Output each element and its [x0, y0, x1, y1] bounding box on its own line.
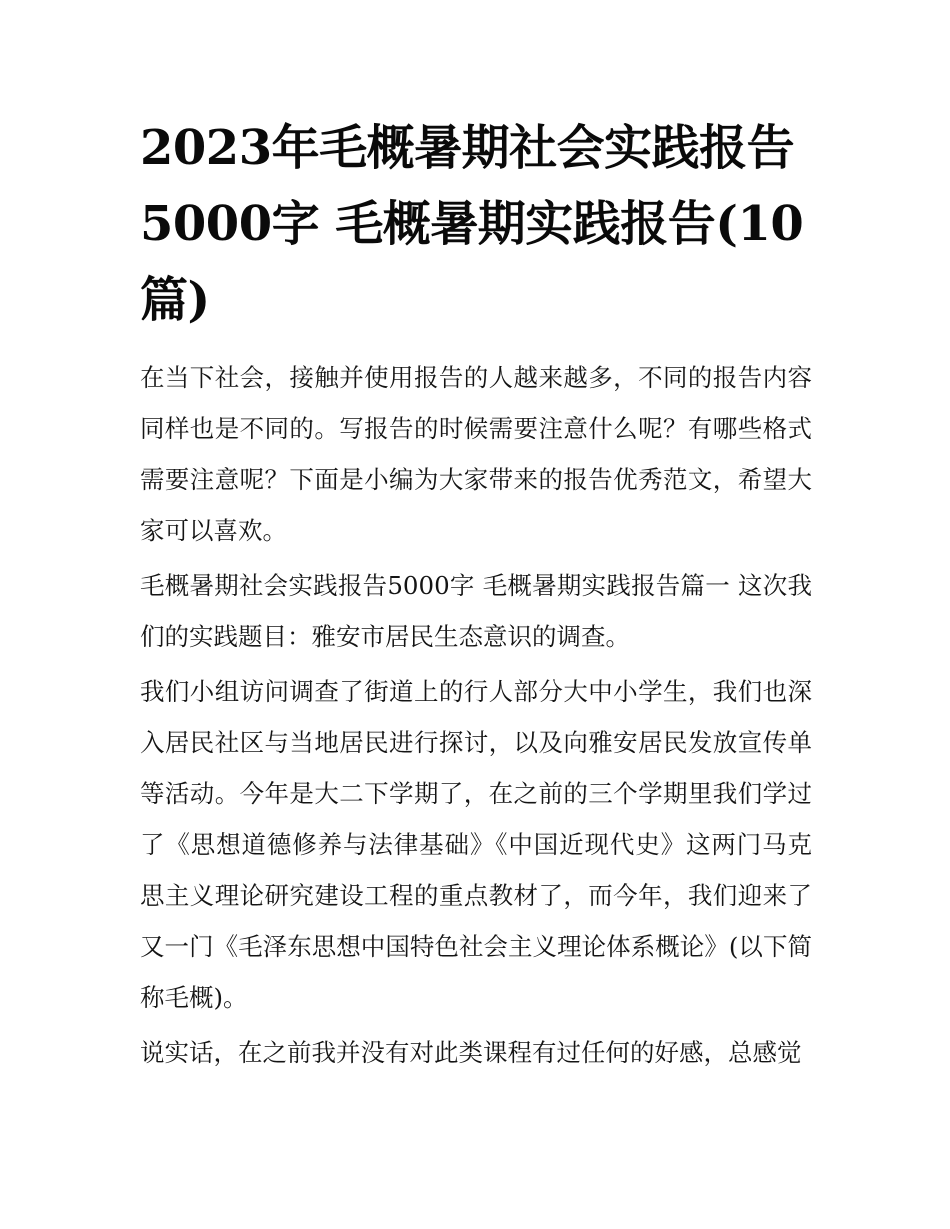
document-body: [140, 110, 812, 1082]
paragraph-intro: 在当下社会，接触并使用报告的人越来越多，不同的报告内容同样也是不同的。写报告的时候需要注意什么呢？有哪些格式需要注意呢？下面是小编为大家带来的报告优秀范文，希望大家可以喜欢。: [140, 363, 812, 545]
paragraph-survey: 我们小组访问调查了街道上的行人部分大中小学生，我们也深入居民社区与当地居民进行探讨，以及向雅安居民发放宣传单等活动。今年是大二下学期了，在之前的三个学期里我们学过了《思想道德修养与法律基础》《中国近现代史》这两门马克思主义理论研究建设工程的重点教材了，而今年，我们迎来了又一门《毛泽东思想中国特色社会主义理论体系概论》(以下简称毛概)。: [140, 677, 812, 1012]
paragraph-article-one-intro: 毛概暑期社会实践报告5000字 毛概暑期实践报告篇一 这次我们的实践题目：雅安市居民生态意识的调查。: [140, 571, 812, 651]
document-title: 2023年毛概暑期社会实践报告5000字 毛概暑期实践报告(10篇): [140, 120, 804, 328]
paragraph-opinion: 说实话，在之前我并没有对此类课程有过任何的好感，总感觉: [140, 1038, 802, 1067]
